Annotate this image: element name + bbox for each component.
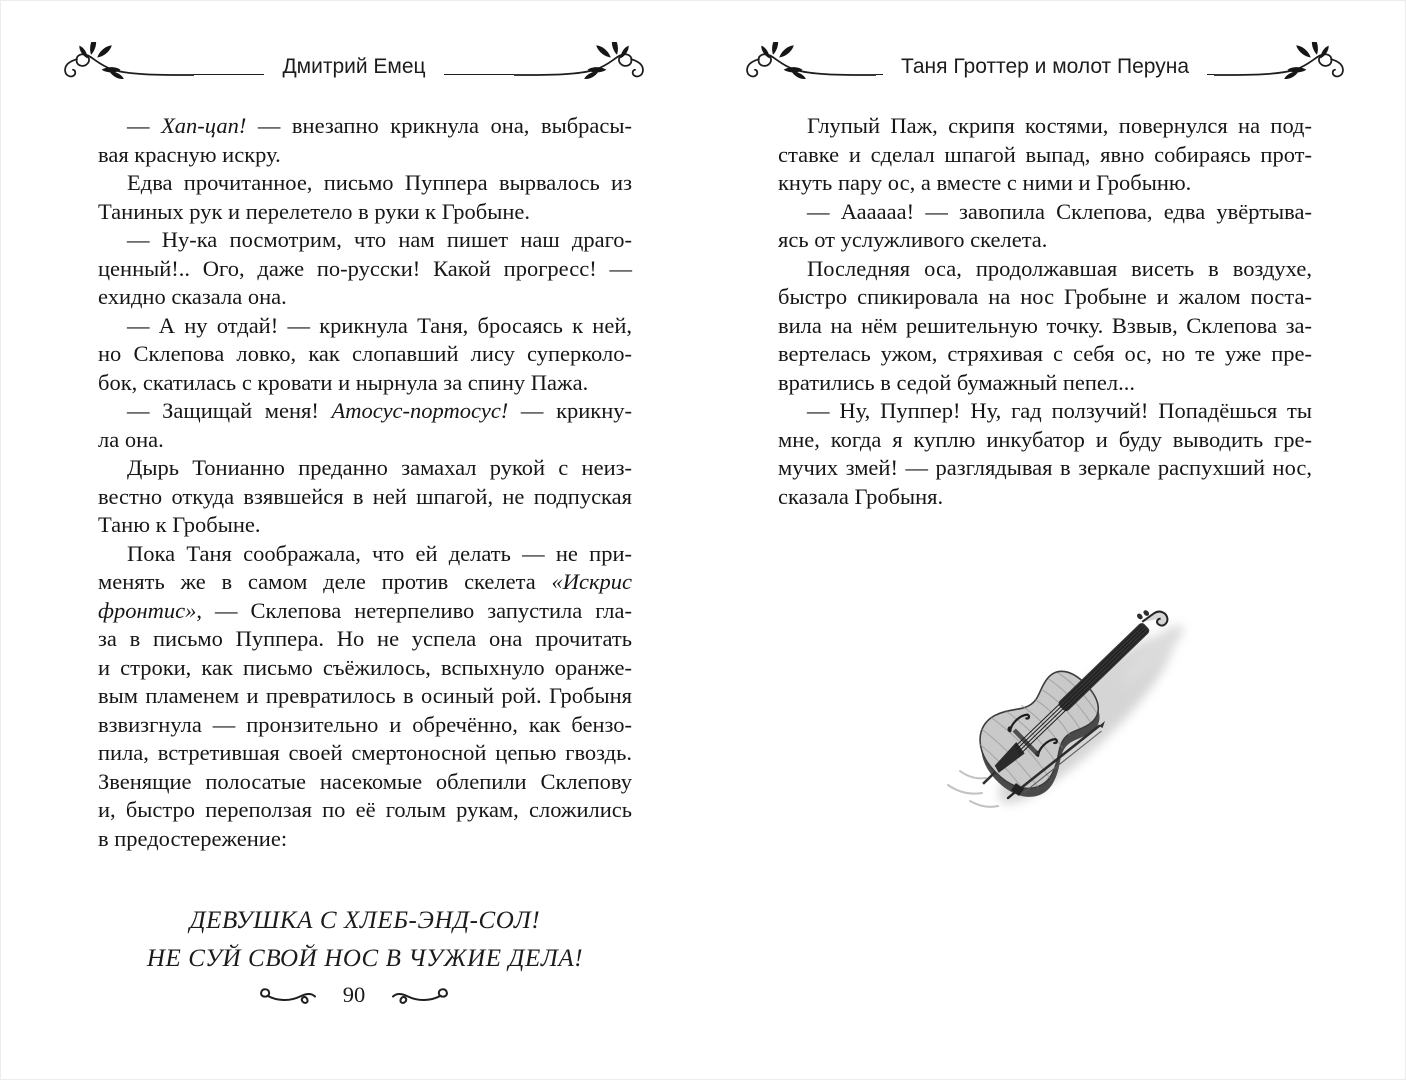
right-page-text-column bbox=[778, 112, 1312, 839]
text-line: Едва прочитанное, письмо Пуппера вырвалось из bbox=[127, 170, 632, 195]
text-line: кнуть пару ос, а вместе с ними и Гробыню. bbox=[778, 170, 1192, 195]
swirl-ornament-icon bbox=[259, 984, 317, 1006]
text-line: вратились в седой бумажный пепел... bbox=[778, 369, 1136, 395]
text-line: но Склепова ловко, как слопавший лису суперколо- bbox=[98, 341, 632, 366]
text-line: — А ну отдай! — крикнула Таня, бросаясь к ней, bbox=[127, 312, 632, 338]
text-line: Последняя оса, продолжавшая висеть в воздухе, bbox=[807, 255, 1312, 281]
left-page-header bbox=[62, 42, 646, 94]
header-rule bbox=[194, 74, 264, 75]
text-line: Таниных рук и перелетело в руки к Гробыне. bbox=[98, 198, 531, 224]
leaf-flourish-icon bbox=[62, 42, 194, 94]
text-line: Пока Таня соображала, что ей делать — не при- bbox=[127, 540, 632, 566]
text-line: и, быстро переползая по её голым рукам, сложились bbox=[98, 797, 632, 822]
text-line: вым пламенем и превратилось в осиный рой. Гробыня bbox=[98, 683, 632, 708]
text-line: — Аааааа! — завопила Склепова, едва увёртыва- bbox=[807, 198, 1312, 224]
page-number: 90 bbox=[342, 982, 366, 1007]
text-line: взвизгнула — пронзительно и обречённо, как бензо- bbox=[98, 711, 632, 737]
leaf-flourish-icon bbox=[514, 42, 646, 94]
swirl-ornament-icon bbox=[391, 984, 449, 1006]
text-line: быстро спикировала на нос Гробыне и жалом поста- bbox=[778, 284, 1312, 309]
text-line: и строки, как письмо съёжилось, вспыхнуло оранже- bbox=[98, 654, 632, 680]
text-line: — Защищай меня! Атосус-портосус! — крикну- bbox=[127, 398, 633, 423]
right-page-paragraphs bbox=[778, 112, 1312, 511]
page-footer bbox=[62, 982, 646, 1008]
text-line: Таню к Гробыне. bbox=[98, 512, 261, 537]
text-line: ясь от услужливого скелета. bbox=[778, 227, 1048, 252]
text-line: мне, когда я куплю инкубатор и буду выводить гре- bbox=[778, 426, 1312, 452]
text-line: Звенящие полосатые насекомые облепили Склепову bbox=[98, 768, 632, 794]
text-line: ла она. bbox=[98, 426, 164, 452]
text-line: пила, встретившая своей смертоносной цепью гвоздь. bbox=[98, 740, 632, 765]
text-line: Глупый Паж, скрипя костями, повернулся на под- bbox=[807, 113, 1312, 138]
text-line: — Хап-цап! — внезапно крикнула она, выбрасы- bbox=[127, 113, 633, 138]
author-name: Дмитрий Емец bbox=[282, 55, 426, 78]
text-line: сказала Гробыня. bbox=[778, 483, 944, 509]
text-line: — Ну, Пуппер! Ну, гад ползучий! Попадёшься ты bbox=[807, 398, 1312, 423]
double-bass-illustration bbox=[890, 603, 1220, 831]
warning-line: ДЕВУШКА С ХЛЕБ-ЭНД-СОЛ! bbox=[189, 907, 541, 934]
text-line: вертелась ужом, стряхивая с себя ос, но те уже пре- bbox=[778, 341, 1312, 366]
wasp-warning-verse bbox=[98, 902, 632, 978]
header-rule bbox=[444, 74, 514, 75]
text-line: — Ну-ка посмотрим, что нам пишет наш драго- bbox=[127, 227, 632, 252]
text-line: ценный!.. Ого, даже по-русски! Какой прогресс! — bbox=[98, 255, 632, 281]
leaf-flourish-icon bbox=[1214, 42, 1346, 94]
text-line: фронтис», — Склепова нетерпеливо запустила гла- bbox=[98, 597, 632, 623]
right-page-header bbox=[744, 42, 1346, 94]
left-page-paragraphs bbox=[98, 112, 632, 853]
text-line: в предостережение: bbox=[98, 825, 288, 851]
text-line: ставке и сделал шпагой выпад, явно собираясь прот- bbox=[778, 141, 1312, 167]
text-line: за в письмо Пуппера. Но не успела она прочитать bbox=[98, 626, 632, 651]
text-line: бок, скатилась с кровати и нырнула за спину Пажа. bbox=[98, 369, 589, 395]
book-title: Таня Гроттер и молот Перуна bbox=[900, 55, 1190, 78]
text-line: вила на нём решительную точку. Взвыв, Склепова за- bbox=[778, 312, 1312, 338]
header-rule bbox=[1207, 74, 1214, 75]
header-rule bbox=[876, 74, 883, 75]
warning-line: НЕ СУЙ СВОЙ НОС В ЧУЖИЕ ДЕЛА! bbox=[146, 945, 584, 972]
text-line: менять же в самом деле против скелета «Искрис bbox=[98, 569, 632, 594]
left-page-text-column bbox=[98, 112, 632, 978]
leaf-flourish-icon bbox=[744, 42, 876, 94]
text-line: мучих змей! — разглядывая в зеркале распухший нос, bbox=[778, 455, 1312, 480]
text-line: ехидно сказала она. bbox=[98, 284, 287, 309]
text-line: вестно откуда взявшейся в ней шпагой, не подпуская bbox=[98, 483, 632, 509]
text-line: Дырь Тонианно преданно замахал рукой с неиз- bbox=[127, 455, 632, 480]
text-line: вая красную искру. bbox=[98, 141, 281, 167]
